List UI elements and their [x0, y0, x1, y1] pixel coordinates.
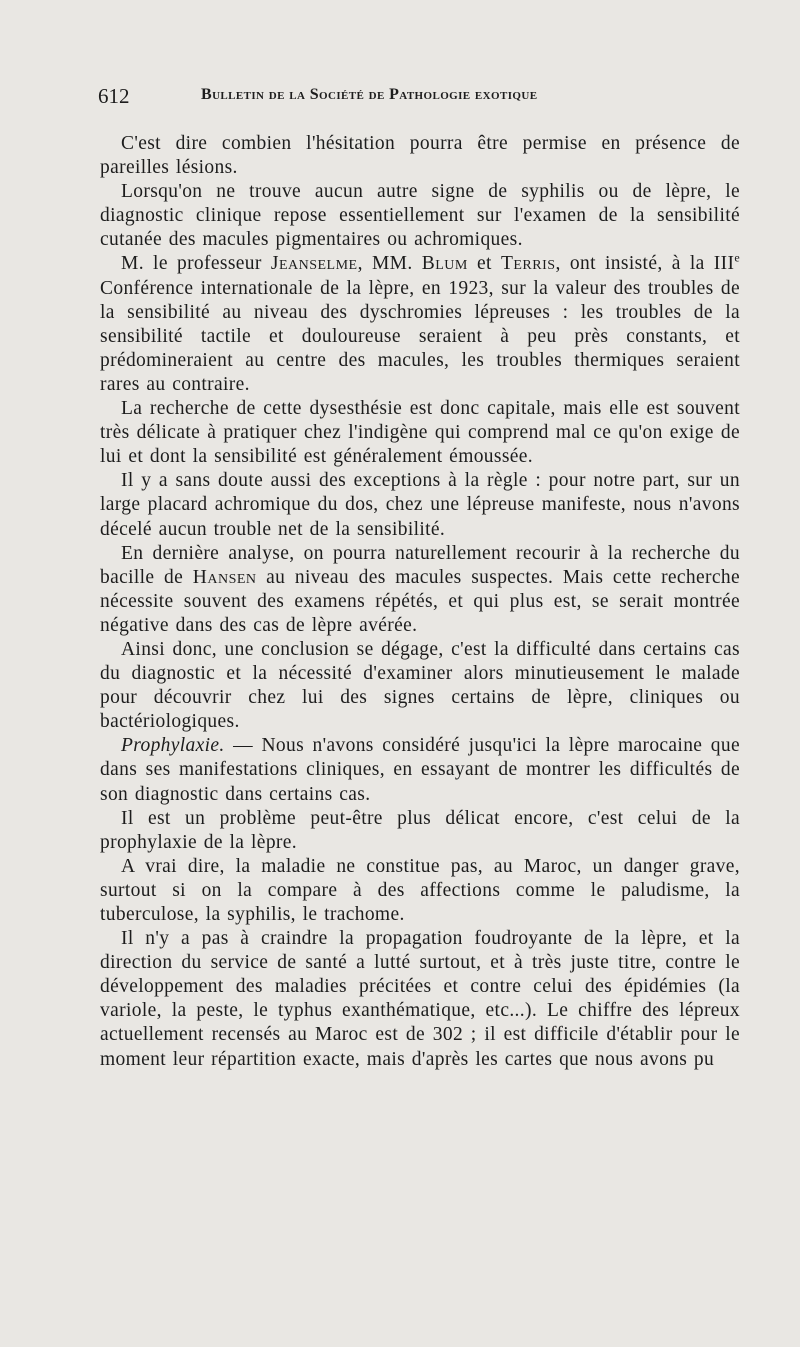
text-segment: Il est un problème peut-être plus délicat encore, c'est celui de la prophylaxie de la lèpre.	[100, 807, 740, 853]
paragraph	[100, 807, 740, 855]
text-segment: Conférence internationale de la lèpre, en 1923, sur la valeur des troubles de la sensibilité au niveau des dyschromies lépreuses : les troubles de la sensibilité tactile et douloureuse seraient à peu près constants, et prédomineraient au centre des macules, les troubles thermiques seraient rares au contraire.	[100, 277, 740, 395]
paragraph	[100, 469, 740, 541]
superscript: e	[734, 250, 740, 265]
paragraph	[100, 855, 740, 927]
paragraph	[100, 734, 740, 806]
paragraph	[100, 132, 740, 180]
author-name: Hansen	[192, 566, 257, 588]
author-name: Blum	[421, 253, 468, 275]
text-segment: , MM.	[357, 253, 422, 275]
running-title: Bulletin de la Société de Pathologie exotique	[201, 86, 538, 103]
text-segment: Ainsi donc, une conclusion se dégage, c'est la difficulté dans certains cas du diagnostic et la nécessité d'examiner alors minutieusement le malade pour découvrir chez lui des signes certains de lèpre, cliniques ou bactériologiques.	[100, 638, 740, 733]
paragraph	[100, 180, 740, 252]
text-segment: Il y a sans doute aussi des exceptions à la règle : pour notre part, sur un large placard achromique du dos, chez une lépreuse manifeste, nous n'avons décelé aucun trouble net de la sensibilité.	[100, 470, 740, 540]
page-number: 612	[98, 84, 130, 108]
body-text	[100, 132, 740, 1072]
paragraph	[100, 252, 740, 397]
text-segment: — Nous n'avons considéré jusqu'ici la lèpre marocaine que dans ses manifestations cliniques, en essayant de montrer les difficultés de son diagnostic dans certains cas.	[100, 735, 740, 805]
text-segment: , ont insisté, à la III	[555, 253, 735, 275]
author-name: Jeanselme	[270, 253, 358, 275]
author-name: Terris	[500, 253, 556, 275]
text-segment: Lorsqu'on ne trouve aucun autre signe de syphilis ou de lèpre, le diagnostic clinique repose essentiellement sur l'examen de la sensibilité cutanée des macules pigmentaires ou achromiques.	[100, 181, 740, 251]
text-segment: au niveau des macules suspectes. Mais cette recherche nécessite souvent des examens répétés, et qui plus est, se serait montrée négative dans des cas de lèpre avérée.	[100, 566, 740, 636]
text-segment: Il n'y a pas à craindre la propagation foudroyante de la lèpre, et la direction du service de santé a lutté surtout, et à très juste titre, contre le développement des maladies précitées et contre celui des épidémies (la variole, la peste, le typhus exanthématique, etc...). Le chiffre des lépreux actuellement recensés au Maroc est de 302 ; il est difficile d'établir pour le moment leur répartition exacte, mais d'après les cartes que nous avons pu	[100, 928, 740, 1070]
paragraph	[100, 927, 740, 1072]
text-segment: M. le professeur	[121, 253, 271, 275]
text-segment: A vrai dire, la maladie ne constitue pas, au Maroc, un danger grave, surtout si on la compare à des affections comme le paludisme, la tuberculose, la syphilis, le trachome.	[100, 855, 740, 925]
text-segment: La recherche de cette dysesthésie est donc capitale, mais elle est souvent très délicate à pratiquer chez l'indigène qui comprend mal ce qu'on exige de lui et dont la sensibilité est généralement émoussée.	[100, 398, 740, 468]
text-segment: C'est dire combien l'hésitation pourra être permise en présence de pareilles lésions.	[100, 133, 740, 179]
text-segment: En dernière analyse, on pourra naturellement recourir à la recherche du bacille de	[100, 542, 740, 588]
text-segment: et	[467, 253, 501, 275]
paragraph	[100, 638, 740, 734]
paragraph	[100, 397, 740, 469]
paragraph	[100, 542, 740, 638]
section-heading: Prophylaxie.	[121, 735, 225, 757]
page-header	[98, 84, 738, 114]
